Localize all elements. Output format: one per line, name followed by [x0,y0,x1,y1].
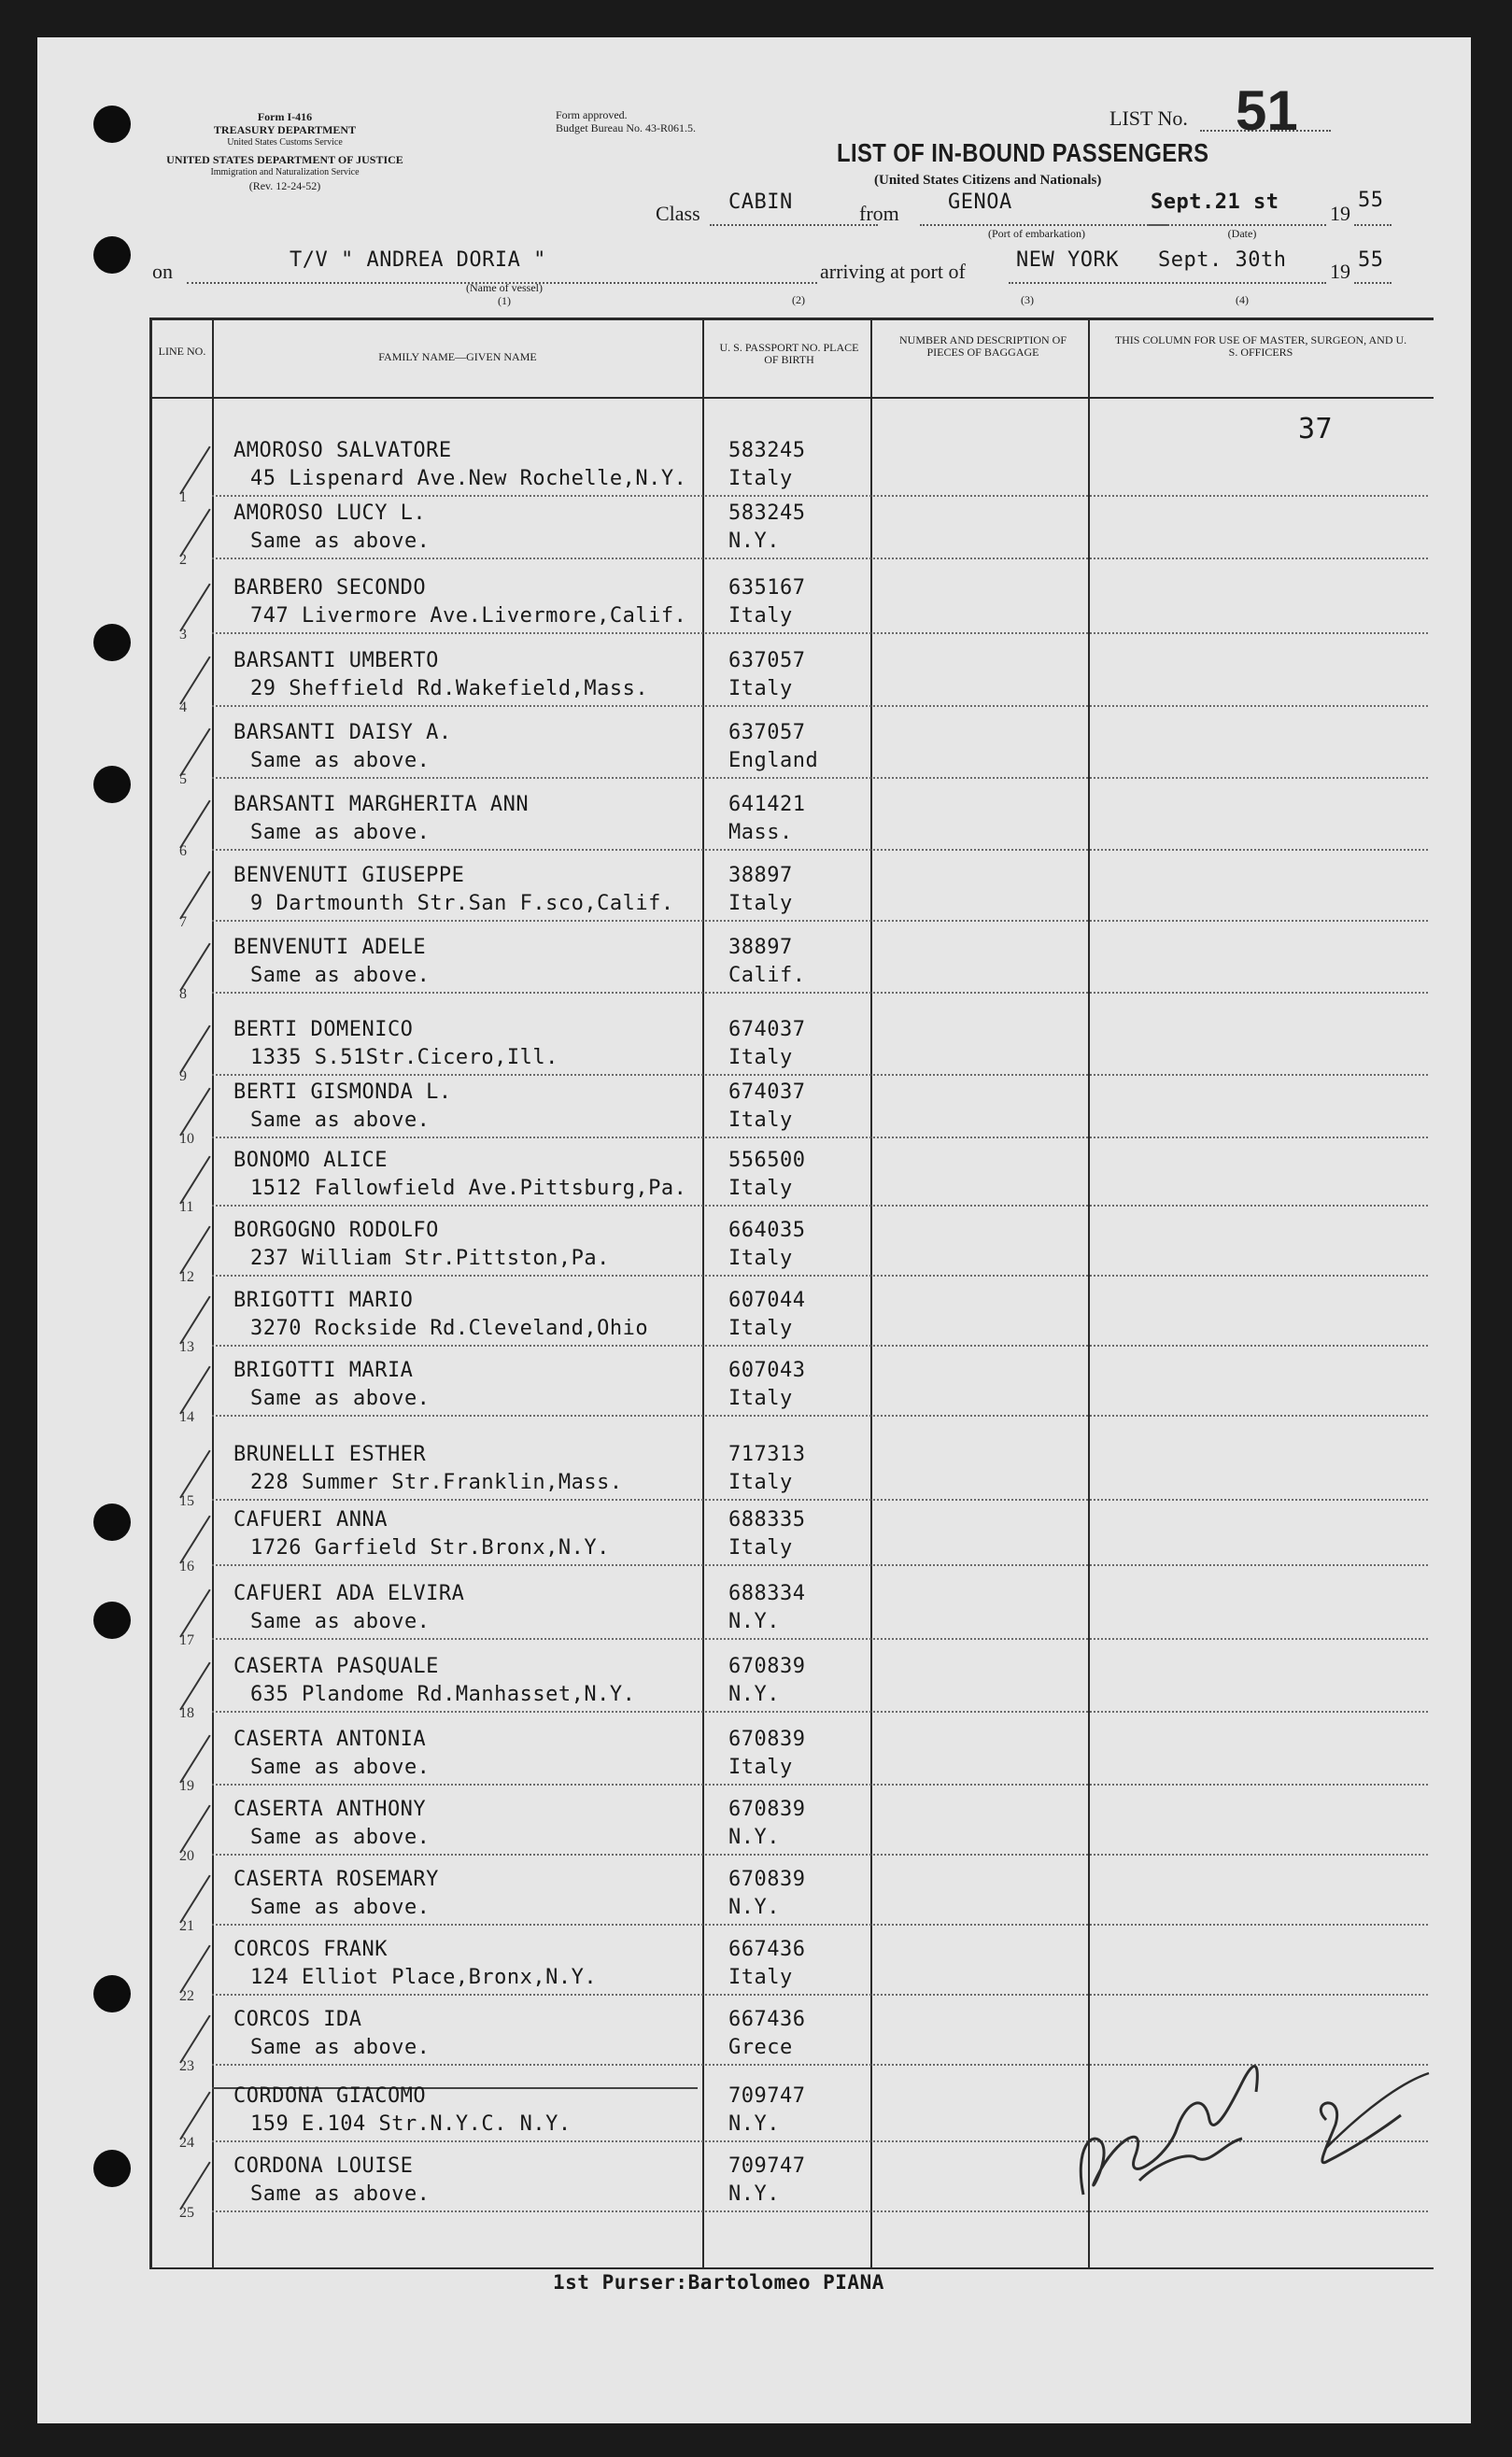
passenger-address: Same as above. [250,1108,431,1132]
row-divider [212,632,1428,634]
place-of-birth: N.Y. [728,1683,780,1706]
passport-number: 717313 [728,1443,806,1466]
col-ref-4: (4) [1236,293,1249,306]
passport-number: 670839 [728,1868,806,1891]
check-mark-icon [179,1805,210,1854]
passenger-address: 3270 Rockside Rd.Cleveland,Ohio [250,1317,649,1340]
place-of-birth: N.Y. [728,1610,780,1633]
passenger-address: 228 Summer Str.Franklin,Mass. [250,1471,623,1494]
page-title: LIST OF IN-BOUND PASSENGERS [837,138,1209,167]
place-of-birth: Italy [728,1177,793,1200]
passenger-name: BENVENUTI ADELE [233,936,427,959]
check-mark-icon [179,1025,210,1074]
punch-hole-icon [93,2150,131,2187]
line-number: 22 [179,1988,194,2004]
passport-number: 607044 [728,1289,806,1312]
header-line-no: LINE NO. [158,345,206,358]
line-number: 7 [179,914,187,930]
punch-hole-icon [93,106,131,143]
line-number: 12 [179,1269,194,1285]
page-subtitle: (United States Citizens and Nationals) [874,173,1102,188]
passenger-address: 237 William Str.Pittston,Pa. [250,1247,610,1270]
passenger-name: BRIGOTTI MARIA [233,1359,414,1382]
passenger-name: CAFUERI ANNA [233,1508,388,1532]
row-divider [212,777,1428,779]
place-of-birth: N.Y. [728,2182,780,2206]
class-value: CABIN [728,191,793,214]
check-mark-icon [179,2092,210,2140]
list-number: 51 [1236,79,1298,142]
line-number: 10 [179,1131,194,1147]
row-divider [212,1924,1428,1926]
place-of-birth: Grece [728,2036,793,2059]
punch-hole-icon [93,236,131,274]
passenger-name: BRIGOTTI MARIO [233,1289,414,1312]
line-number: 11 [179,1199,194,1215]
check-mark-icon [179,800,210,849]
place-of-birth: Italy [728,677,793,700]
passenger-name: BORGOGNO RODOLFO [233,1219,439,1242]
check-mark-icon [179,657,210,705]
passenger-name: CASERTA ANTONIA [233,1728,427,1751]
passport-number: 637057 [728,649,806,672]
passport-number: 637057 [728,721,806,744]
passport-number: 583245 [728,501,806,525]
passenger-address: Same as above. [250,2182,431,2206]
place-of-birth: Italy [728,1756,793,1779]
passenger-address: 1726 Garfield Str.Bronx,N.Y. [250,1536,610,1560]
line-number: 9 [179,1068,187,1084]
row-divider [212,1564,1428,1566]
row-divider [212,920,1428,922]
row-divider [212,705,1428,707]
treasury-dept: TREASURY DEPARTMENT [213,123,357,136]
place-of-birth: Italy [728,892,793,915]
passport-number: 667436 [728,1938,806,1961]
budget-approval [556,108,696,134]
form-number: Form I-416 [257,110,313,123]
passport-number: 641421 [728,793,806,816]
passenger-name: BARBERO SECONDO [233,576,427,600]
line-number: 13 [179,1339,194,1355]
passenger-name: CASERTA ANTHONY [233,1798,427,1821]
place-of-birth: Italy [728,1966,793,1989]
passenger-address: Same as above. [250,1756,431,1779]
passenger-address: Same as above. [250,2036,431,2059]
passport-number: 38897 [728,936,793,959]
passenger-address: 159 E.104 Str.N.Y.C. N.Y. [250,2112,572,2136]
place-of-birth: Italy [728,1536,793,1560]
budget-bureau: Budget Bureau No. 43-R061.5. [556,121,696,134]
passport-number: 556500 [728,1149,806,1172]
row-divider [212,1711,1428,1713]
line-number: 14 [179,1409,194,1425]
place-of-birth: England [728,749,819,772]
row-divider [212,1275,1428,1277]
header-baggage: NUMBER AND DESCRIPTION OF PIECES OF BAGGAGE [898,333,1067,359]
passenger-name: CORDONA GIACOMO [233,2084,427,2108]
line-number: 19 [179,1778,194,1794]
passenger-address: Same as above. [250,821,431,844]
header-officers: THIS COLUMN FOR USE OF MASTER, SURGEON, AND U. S. OFFICERS [1114,333,1407,359]
passenger-name: BARSANTI MARGHERITA ANN [233,793,530,816]
check-mark-icon [179,1088,210,1137]
passport-number: 667436 [728,2008,806,2031]
manifest-page [37,37,1471,2423]
passenger-name: BARSANTI DAISY A. [233,721,452,744]
arrival-port: NEW YORK [1016,248,1119,272]
passport-number: 670839 [728,1798,806,1821]
form-agency-block [131,110,439,192]
check-mark-icon [179,1735,210,1784]
passport-number: 674037 [728,1080,806,1104]
passenger-name: CORDONA LOUISE [233,2154,414,2178]
place-of-birth: Italy [728,604,793,628]
place-of-birth: Italy [728,1046,793,1069]
passenger-address: Same as above. [250,1387,431,1410]
passenger-address: Same as above. [250,1896,431,1919]
place-of-birth: N.Y. [728,2112,780,2136]
col-ref-3: (3) [1021,293,1034,306]
passenger-name: BERTI DOMENICO [233,1018,414,1041]
check-mark-icon [179,1589,210,1638]
passport-number: 709747 [728,2154,806,2178]
row-divider [212,495,1428,497]
class-label: Class [656,202,700,225]
check-mark-icon [179,2162,210,2210]
passport-number: 709747 [728,2084,806,2108]
passenger-address: 1335 S.51Str.Cicero,Ill. [250,1046,558,1069]
check-mark-icon [179,446,210,495]
row-divider [212,1074,1428,1076]
row-divider [212,1345,1428,1347]
place-of-birth: Italy [728,1387,793,1410]
check-mark-icon [179,1945,210,1994]
line-number: 15 [179,1493,194,1509]
passport-number: 635167 [728,576,806,600]
date-caption: (Date) [1227,227,1257,240]
passport-number: 38897 [728,864,793,887]
line-number: 2 [179,552,187,568]
vessel-name: T/V " ANDREA DORIA " [290,248,546,272]
passenger-address: Same as above. [250,1610,431,1633]
line-number: 5 [179,771,187,787]
line-number: 6 [179,843,187,859]
punch-hole-icon [93,1602,131,1639]
passport-number: 664035 [728,1219,806,1242]
row-divider [212,992,1428,994]
vessel-caption-text: (Name of vessel) [466,281,543,294]
justice-dept: UNITED STATES DEPARTMENT OF JUSTICE [166,153,403,166]
passenger-address: 124 Elliot Place,Bronx,N.Y. [250,1966,598,1989]
passport-number: 674037 [728,1018,806,1041]
check-mark-icon [179,1156,210,1205]
col-ref-1: (1) [498,294,511,307]
passport-number: 688335 [728,1508,806,1532]
line-number: 8 [179,986,187,1002]
passport-number: 607043 [728,1359,806,1382]
place-of-birth: Italy [728,1108,793,1132]
check-mark-icon [179,1226,210,1275]
from-value: GENOA [948,191,1012,214]
list-label: LIST No. [1109,106,1188,130]
line-number: 3 [179,627,187,642]
check-mark-icon [179,1296,210,1345]
punch-hole-icon [93,1504,131,1541]
check-mark-icon [179,509,210,558]
line-number: 23 [179,2058,194,2074]
line-number: 17 [179,1632,194,1648]
passenger-address: 1512 Fallowfield Ave.Pittsburg,Pa. [250,1177,687,1200]
passenger-address: Same as above. [250,1826,431,1849]
passenger-address: 635 Plandome Rd.Manhasset,N.Y. [250,1683,636,1706]
place-of-birth: Calif. [728,964,806,987]
place-of-birth: Italy [728,1317,793,1340]
passenger-name: BONOMO ALICE [233,1149,388,1172]
row-divider [212,1499,1428,1501]
passenger-name: CORCOS IDA [233,2008,362,2031]
check-mark-icon [179,1366,210,1415]
check-mark-icon [179,584,210,632]
check-mark-icon [179,1450,210,1499]
place-of-birth: Italy [728,467,793,490]
check-mark-icon [179,871,210,920]
on-label: on [152,260,173,283]
purser-signature-line: 1st Purser:Bartolomeo PIANA [553,2271,884,2294]
passenger-address: 747 Livermore Ave.Livermore,Calif. [250,604,687,628]
punch-hole-icon [93,1975,131,2012]
passenger-address: Same as above. [250,964,431,987]
passenger-name: CASERTA PASQUALE [233,1655,439,1678]
check-mark-icon [179,1875,210,1924]
embark-date: Sept.21 st [1151,191,1279,214]
passenger-name: CAFUERI ADA ELVIRA [233,1582,465,1605]
officer-signature-icon [1046,1961,1457,2213]
passenger-name: BRUNELLI ESTHER [233,1443,427,1466]
row-divider [212,1784,1428,1786]
row-divider [212,1415,1428,1417]
passenger-address: Same as above. [250,749,431,772]
passenger-address: 9 Dartmounth Str.San F.sco,Calif. [250,892,674,915]
passenger-address: 29 Sheffield Rd.Wakefield,Mass. [250,677,649,700]
check-mark-icon [179,728,210,777]
ins-service: Immigration and Naturalization Service [210,167,360,177]
passenger-name: BERTI GISMONDA L. [233,1080,452,1104]
customs-service: United States Customs Service [227,137,343,148]
year-prefix-2: 19 [1330,260,1350,283]
passport-number: 688334 [728,1582,806,1605]
row-divider [212,849,1428,851]
line-number: 21 [179,1918,194,1934]
arriving-label: arriving at port of [820,260,966,283]
row-divider [212,1205,1428,1207]
passenger-name: AMOROSO SALVATORE [233,439,452,462]
punch-hole-icon [93,624,131,661]
passport-number: 583245 [728,439,806,462]
line-number: 4 [179,699,187,715]
passenger-name: BARSANTI UMBERTO [233,649,439,672]
check-mark-icon [179,1516,210,1564]
year-prefix-1: 19 [1330,202,1350,225]
header-passport: U. S. PASSPORT NO. PLACE OF BIRTH [719,341,859,366]
check-mark-icon [179,1662,210,1711]
row-divider [212,558,1428,559]
place-of-birth: N.Y. [728,1896,780,1919]
col-ref-2: (2) [792,293,805,306]
arrival-year: 55 [1358,248,1384,272]
check-mark-icon [179,2015,210,2064]
punch-hole-icon [93,766,131,803]
embark-year: 55 [1358,189,1384,212]
from-label: from [859,202,899,225]
line-number: 1 [179,489,187,505]
passenger-name: CASERTA ROSEMARY [233,1868,439,1891]
line-number: 16 [179,1559,194,1574]
officer-note: 37 [1298,413,1334,445]
row-divider [212,1638,1428,1640]
row-divider [212,1854,1428,1856]
place-of-birth: Mass. [728,821,793,844]
passenger-address: 45 Lispenard Ave.New Rochelle,N.Y. [250,467,687,490]
passenger-name: CORCOS FRANK [233,1938,388,1961]
passport-number: 670839 [728,1655,806,1678]
arrival-date: Sept. 30th [1158,248,1287,272]
line-number: 24 [179,2135,194,2151]
place-of-birth: N.Y. [728,530,780,553]
header-name: FAMILY NAME—GIVEN NAME [378,350,537,363]
line-number: 20 [179,1848,194,1864]
line-number: 25 [179,2205,194,2221]
place-of-birth: N.Y. [728,1826,780,1849]
vessel-caption [430,281,579,307]
form-revision: (Rev. 12-24-52) [248,179,321,192]
line-number: 18 [179,1705,194,1721]
place-of-birth: Italy [728,1471,793,1494]
passenger-name: AMOROSO LUCY L. [233,501,427,525]
check-mark-icon [179,943,210,992]
row-divider [212,1137,1428,1138]
form-approved: Form approved. [556,108,628,121]
passenger-name: BENVENUTI GIUSEPPE [233,864,465,887]
port-embark-caption: (Port of embarkation) [988,227,1085,240]
passenger-address: Same as above. [250,530,431,553]
passport-number: 670839 [728,1728,806,1751]
place-of-birth: Italy [728,1247,793,1270]
